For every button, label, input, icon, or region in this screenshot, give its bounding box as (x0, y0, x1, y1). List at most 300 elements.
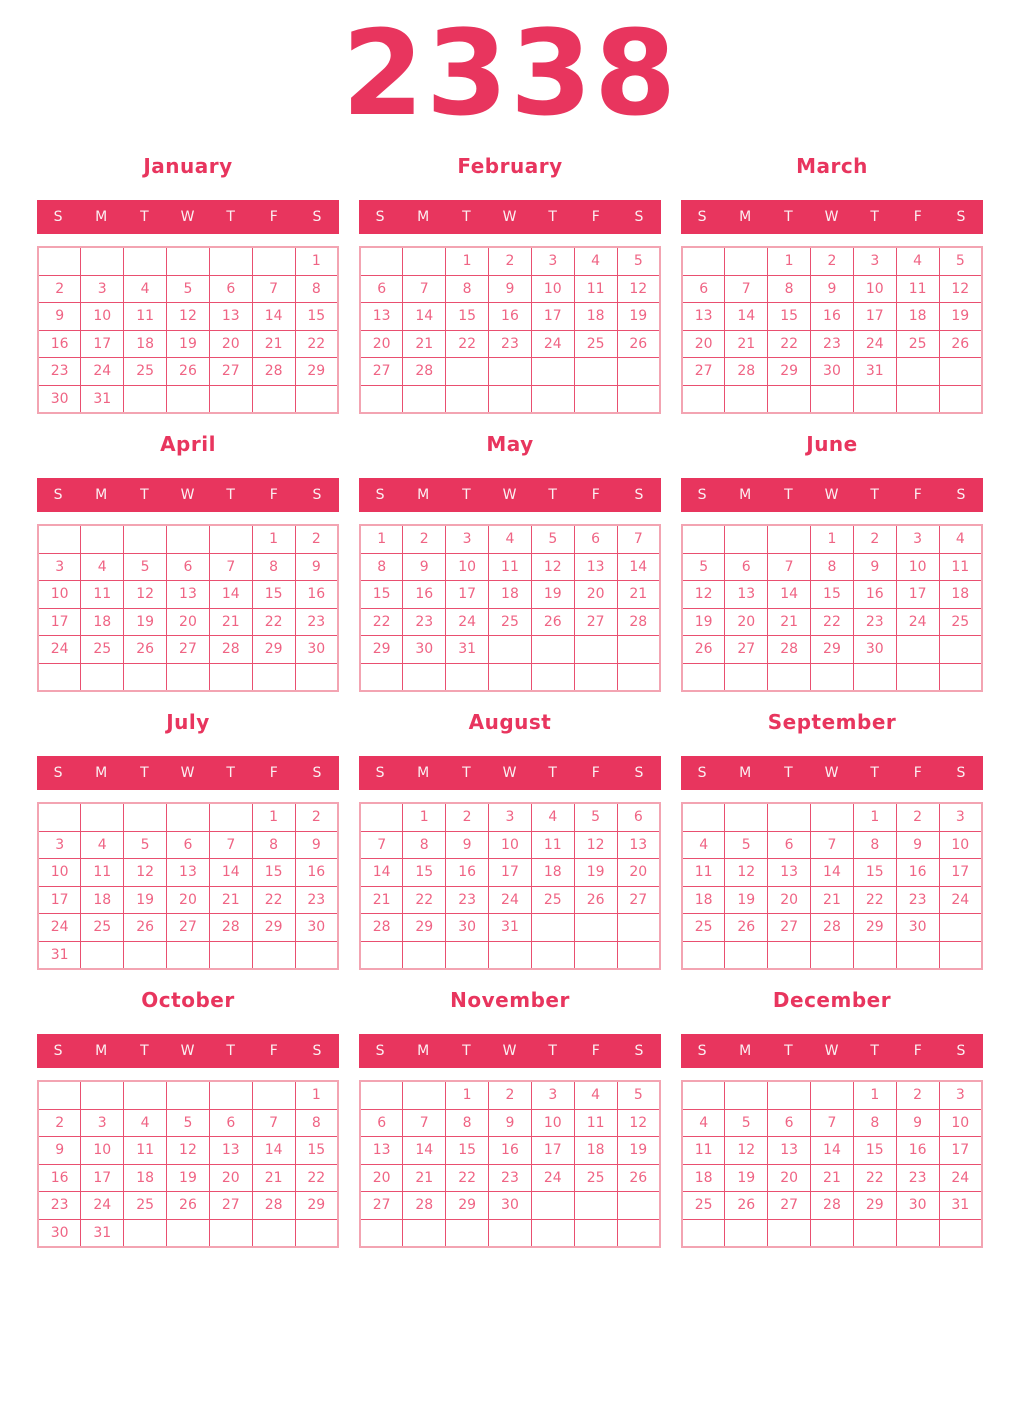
weekday-label: W (502, 1043, 518, 1059)
weekday-label: T (870, 487, 880, 503)
empty-cell (531, 1219, 574, 1247)
weekday-label: S (375, 487, 386, 503)
empty-cell (252, 663, 295, 691)
day-cell: 28 (725, 358, 768, 386)
empty-cell (574, 385, 617, 413)
day-cell: 6 (725, 553, 768, 581)
weekday-label: T (548, 487, 558, 503)
week-row (682, 330, 982, 358)
week-row (360, 1137, 660, 1165)
day-cell: 6 (574, 525, 617, 553)
day-cell: 29 (295, 1192, 338, 1220)
empty-cell (295, 663, 338, 691)
month-grid (359, 524, 661, 692)
weekday-label: S (53, 765, 64, 781)
day-cell: 14 (209, 581, 252, 609)
month-grid (359, 246, 661, 414)
empty-cell (209, 385, 252, 413)
day-cell: 28 (209, 636, 252, 664)
week-row (38, 1219, 338, 1247)
day-cell: 25 (939, 608, 982, 636)
day-cell: 10 (38, 581, 81, 609)
week-row (360, 1192, 660, 1220)
weekday-header (359, 756, 661, 790)
month-grid (681, 524, 983, 692)
day-cell: 30 (489, 1192, 532, 1220)
weekday-label: S (53, 209, 64, 225)
day-cell: 26 (574, 886, 617, 914)
day-cell: 21 (768, 608, 811, 636)
empty-cell (167, 941, 210, 969)
empty-cell (360, 385, 403, 413)
empty-cell (617, 914, 660, 942)
day-cell: 16 (489, 303, 532, 331)
day-cell: 11 (574, 275, 617, 303)
day-cell: 28 (252, 358, 295, 386)
empty-cell (489, 385, 532, 413)
day-cell: 15 (446, 303, 489, 331)
day-cell: 22 (295, 330, 338, 358)
weekday-label: W (824, 1043, 840, 1059)
empty-cell (617, 1219, 660, 1247)
empty-cell (403, 941, 446, 969)
day-cell: 20 (167, 608, 210, 636)
weekday-label: T (226, 487, 236, 503)
empty-cell (574, 941, 617, 969)
weekday-label: T (784, 487, 794, 503)
weekday-label: M (739, 487, 753, 503)
empty-cell (81, 525, 124, 553)
day-cell: 2 (38, 1109, 81, 1137)
day-cell: 24 (896, 608, 939, 636)
empty-cell (252, 385, 295, 413)
day-cell: 28 (403, 1192, 446, 1220)
day-cell: 14 (617, 553, 660, 581)
week-row (38, 330, 338, 358)
month-title: February (457, 154, 563, 178)
weekday-label: S (956, 487, 967, 503)
week-row (682, 803, 982, 831)
day-cell: 27 (725, 636, 768, 664)
empty-cell (725, 525, 768, 553)
day-cell: 30 (811, 358, 854, 386)
empty-cell (167, 247, 210, 275)
day-cell: 11 (124, 303, 167, 331)
day-cell: 30 (896, 1192, 939, 1220)
week-row (38, 1192, 338, 1220)
empty-cell (682, 1219, 725, 1247)
empty-cell (489, 636, 532, 664)
day-cell: 26 (725, 1192, 768, 1220)
day-cell: 7 (811, 831, 854, 859)
weekday-header (681, 756, 983, 790)
day-cell: 28 (403, 358, 446, 386)
day-cell: 6 (209, 275, 252, 303)
empty-cell (725, 803, 768, 831)
week-row (38, 608, 338, 636)
weekday-label: W (824, 487, 840, 503)
day-cell: 2 (896, 1081, 939, 1109)
day-cell: 2 (446, 803, 489, 831)
day-cell: 14 (403, 1137, 446, 1165)
day-cell: 21 (252, 330, 295, 358)
day-cell: 20 (574, 581, 617, 609)
day-cell: 17 (446, 581, 489, 609)
day-cell: 26 (725, 914, 768, 942)
empty-cell (811, 941, 854, 969)
day-cell: 6 (209, 1109, 252, 1137)
weekday-label: S (956, 209, 967, 225)
day-cell: 5 (574, 803, 617, 831)
empty-cell (360, 663, 403, 691)
day-cell: 19 (682, 608, 725, 636)
day-cell: 10 (81, 1137, 124, 1165)
day-cell: 18 (682, 1164, 725, 1192)
day-cell: 26 (124, 914, 167, 942)
year-title: 2338 (341, 4, 679, 142)
day-cell: 25 (531, 886, 574, 914)
week-row (682, 1081, 982, 1109)
empty-cell (209, 1219, 252, 1247)
day-cell: 23 (295, 608, 338, 636)
week-row (38, 1109, 338, 1137)
weekday-header (681, 1034, 983, 1068)
empty-cell (811, 385, 854, 413)
month-block (37, 432, 339, 692)
day-cell: 13 (574, 553, 617, 581)
day-cell: 3 (939, 1081, 982, 1109)
weekday-label: T (140, 487, 150, 503)
day-cell: 2 (811, 247, 854, 275)
empty-cell (489, 663, 532, 691)
day-cell: 23 (489, 1164, 532, 1192)
weekday-label: S (697, 209, 708, 225)
empty-cell (574, 914, 617, 942)
day-cell: 16 (811, 303, 854, 331)
empty-cell (939, 663, 982, 691)
day-cell: 31 (81, 385, 124, 413)
day-cell: 19 (124, 608, 167, 636)
empty-cell (38, 247, 81, 275)
day-cell: 7 (360, 831, 403, 859)
day-cell: 18 (939, 581, 982, 609)
day-cell: 26 (617, 330, 660, 358)
week-row (682, 831, 982, 859)
month-grid (37, 802, 339, 970)
day-cell: 20 (725, 608, 768, 636)
week-row (682, 914, 982, 942)
day-cell: 6 (360, 275, 403, 303)
weekday-label: S (697, 1043, 708, 1059)
week-row (360, 608, 660, 636)
day-cell: 3 (531, 1081, 574, 1109)
empty-cell (682, 941, 725, 969)
day-cell: 10 (531, 1109, 574, 1137)
day-cell: 13 (167, 581, 210, 609)
day-cell: 27 (360, 1192, 403, 1220)
day-cell: 4 (682, 831, 725, 859)
month-title: July (166, 710, 210, 734)
empty-cell (252, 1219, 295, 1247)
day-cell: 15 (295, 1137, 338, 1165)
day-cell: 22 (768, 330, 811, 358)
day-cell: 9 (403, 553, 446, 581)
weekday-header (37, 200, 339, 234)
day-cell: 29 (360, 636, 403, 664)
day-cell: 18 (124, 330, 167, 358)
day-cell: 2 (295, 525, 338, 553)
day-cell: 4 (896, 247, 939, 275)
day-cell: 18 (81, 608, 124, 636)
day-cell: 16 (38, 330, 81, 358)
day-cell: 26 (682, 636, 725, 664)
day-cell: 6 (167, 553, 210, 581)
empty-cell (360, 1219, 403, 1247)
day-cell: 27 (768, 914, 811, 942)
day-cell: 25 (682, 1192, 725, 1220)
weekday-label: S (375, 209, 386, 225)
day-cell: 12 (124, 581, 167, 609)
weekday-label: M (95, 765, 109, 781)
day-cell: 12 (574, 831, 617, 859)
months-grid (0, 154, 1020, 1248)
day-cell: 26 (531, 608, 574, 636)
day-cell: 27 (768, 1192, 811, 1220)
day-cell: 31 (38, 941, 81, 969)
week-row (682, 663, 982, 691)
day-cell: 20 (360, 1164, 403, 1192)
day-cell: 15 (811, 581, 854, 609)
empty-cell (811, 803, 854, 831)
week-row (360, 385, 660, 413)
week-row (38, 303, 338, 331)
day-cell: 7 (403, 275, 446, 303)
weekday-header (37, 478, 339, 512)
empty-cell (811, 1219, 854, 1247)
month-title: November (450, 988, 570, 1012)
day-cell: 4 (574, 247, 617, 275)
week-row (360, 831, 660, 859)
day-cell: 10 (81, 303, 124, 331)
day-cell: 7 (811, 1109, 854, 1137)
week-row (360, 941, 660, 969)
day-cell: 25 (489, 608, 532, 636)
day-cell: 13 (725, 581, 768, 609)
week-row (360, 1109, 660, 1137)
empty-cell (489, 358, 532, 386)
empty-cell (489, 941, 532, 969)
day-cell: 6 (167, 831, 210, 859)
day-cell: 8 (853, 831, 896, 859)
weekday-label: W (180, 487, 196, 503)
week-row (682, 941, 982, 969)
day-cell: 15 (768, 303, 811, 331)
day-cell: 17 (939, 1137, 982, 1165)
day-cell: 5 (682, 553, 725, 581)
day-cell: 14 (252, 1137, 295, 1165)
day-cell: 3 (531, 247, 574, 275)
day-cell: 27 (574, 608, 617, 636)
weekday-label: S (697, 487, 708, 503)
month-title: December (772, 988, 892, 1012)
empty-cell (360, 803, 403, 831)
day-cell: 10 (38, 859, 81, 887)
empty-cell (167, 1081, 210, 1109)
weekday-label: T (548, 209, 558, 225)
weekday-label: M (739, 765, 753, 781)
day-cell: 23 (896, 1164, 939, 1192)
day-cell: 29 (853, 914, 896, 942)
empty-cell (360, 247, 403, 275)
day-cell: 21 (811, 1164, 854, 1192)
empty-cell (167, 385, 210, 413)
day-cell: 6 (768, 1109, 811, 1137)
day-cell: 30 (295, 636, 338, 664)
weekday-label: T (784, 209, 794, 225)
day-cell: 24 (939, 1164, 982, 1192)
empty-cell (617, 663, 660, 691)
day-cell: 12 (531, 553, 574, 581)
day-cell: 23 (896, 886, 939, 914)
day-cell: 19 (725, 886, 768, 914)
day-cell: 11 (682, 859, 725, 887)
empty-cell (167, 1219, 210, 1247)
week-row (38, 663, 338, 691)
weekday-label: T (548, 1043, 558, 1059)
week-row (682, 636, 982, 664)
day-cell: 22 (252, 608, 295, 636)
weekday-label: S (375, 765, 386, 781)
weekday-label: T (140, 209, 150, 225)
day-cell: 19 (124, 886, 167, 914)
day-cell: 30 (295, 914, 338, 942)
day-cell: 13 (617, 831, 660, 859)
weekday-label: F (269, 765, 279, 781)
weekday-label: S (956, 765, 967, 781)
day-cell: 30 (446, 914, 489, 942)
empty-cell (446, 663, 489, 691)
month-grid (37, 1080, 339, 1248)
empty-cell (81, 1081, 124, 1109)
weekday-label: M (95, 209, 109, 225)
day-cell: 21 (209, 608, 252, 636)
weekday-label: W (502, 487, 518, 503)
day-cell: 3 (38, 831, 81, 859)
day-cell: 3 (81, 1109, 124, 1137)
week-row (360, 663, 660, 691)
day-cell: 16 (489, 1137, 532, 1165)
week-row (360, 358, 660, 386)
day-cell: 1 (853, 803, 896, 831)
month-block (37, 988, 339, 1248)
day-cell: 25 (896, 330, 939, 358)
day-cell: 17 (81, 330, 124, 358)
day-cell: 23 (853, 608, 896, 636)
day-cell: 31 (853, 358, 896, 386)
day-cell: 12 (939, 275, 982, 303)
empty-cell (81, 803, 124, 831)
day-cell: 17 (81, 1164, 124, 1192)
day-cell: 8 (252, 553, 295, 581)
day-cell: 27 (682, 358, 725, 386)
month-grid (359, 1080, 661, 1248)
empty-cell (531, 385, 574, 413)
empty-cell (939, 1219, 982, 1247)
week-row (682, 1137, 982, 1165)
day-cell: 29 (446, 1192, 489, 1220)
day-cell: 1 (403, 803, 446, 831)
empty-cell (768, 803, 811, 831)
day-cell: 12 (167, 303, 210, 331)
week-row (38, 247, 338, 275)
day-cell: 12 (617, 275, 660, 303)
day-cell: 6 (768, 831, 811, 859)
week-row (38, 385, 338, 413)
empty-cell (768, 1081, 811, 1109)
day-cell: 7 (252, 1109, 295, 1137)
day-cell: 31 (446, 636, 489, 664)
day-cell: 27 (360, 358, 403, 386)
day-cell: 19 (725, 1164, 768, 1192)
day-cell: 12 (682, 581, 725, 609)
weekday-label: T (462, 209, 472, 225)
empty-cell (617, 941, 660, 969)
day-cell: 29 (853, 1192, 896, 1220)
day-cell: 1 (853, 1081, 896, 1109)
empty-cell (446, 941, 489, 969)
day-cell: 1 (360, 525, 403, 553)
day-cell: 9 (295, 553, 338, 581)
month-block (681, 154, 983, 414)
day-cell: 23 (38, 1192, 81, 1220)
day-cell: 16 (446, 859, 489, 887)
month-title: April (160, 432, 216, 456)
day-cell: 30 (38, 385, 81, 413)
empty-cell (939, 385, 982, 413)
day-cell: 27 (617, 886, 660, 914)
empty-cell (531, 358, 574, 386)
weekday-label: M (417, 1043, 431, 1059)
day-cell: 9 (489, 1109, 532, 1137)
month-grid (681, 246, 983, 414)
empty-cell (167, 803, 210, 831)
day-cell: 8 (252, 831, 295, 859)
empty-cell (38, 525, 81, 553)
weekday-label: T (870, 209, 880, 225)
day-cell: 25 (81, 914, 124, 942)
empty-cell (617, 385, 660, 413)
empty-cell (38, 663, 81, 691)
week-row (38, 358, 338, 386)
day-cell: 4 (81, 831, 124, 859)
day-cell: 1 (768, 247, 811, 275)
day-cell: 13 (682, 303, 725, 331)
month-block (37, 154, 339, 414)
day-cell: 16 (295, 581, 338, 609)
day-cell: 22 (853, 1164, 896, 1192)
day-cell: 27 (209, 1192, 252, 1220)
day-cell: 20 (768, 1164, 811, 1192)
day-cell: 9 (811, 275, 854, 303)
weekday-label: W (180, 209, 196, 225)
day-cell: 4 (939, 525, 982, 553)
day-cell: 27 (167, 914, 210, 942)
day-cell: 22 (360, 608, 403, 636)
day-cell: 1 (446, 1081, 489, 1109)
day-cell: 29 (403, 914, 446, 942)
month-title: May (486, 432, 534, 456)
empty-cell (574, 358, 617, 386)
